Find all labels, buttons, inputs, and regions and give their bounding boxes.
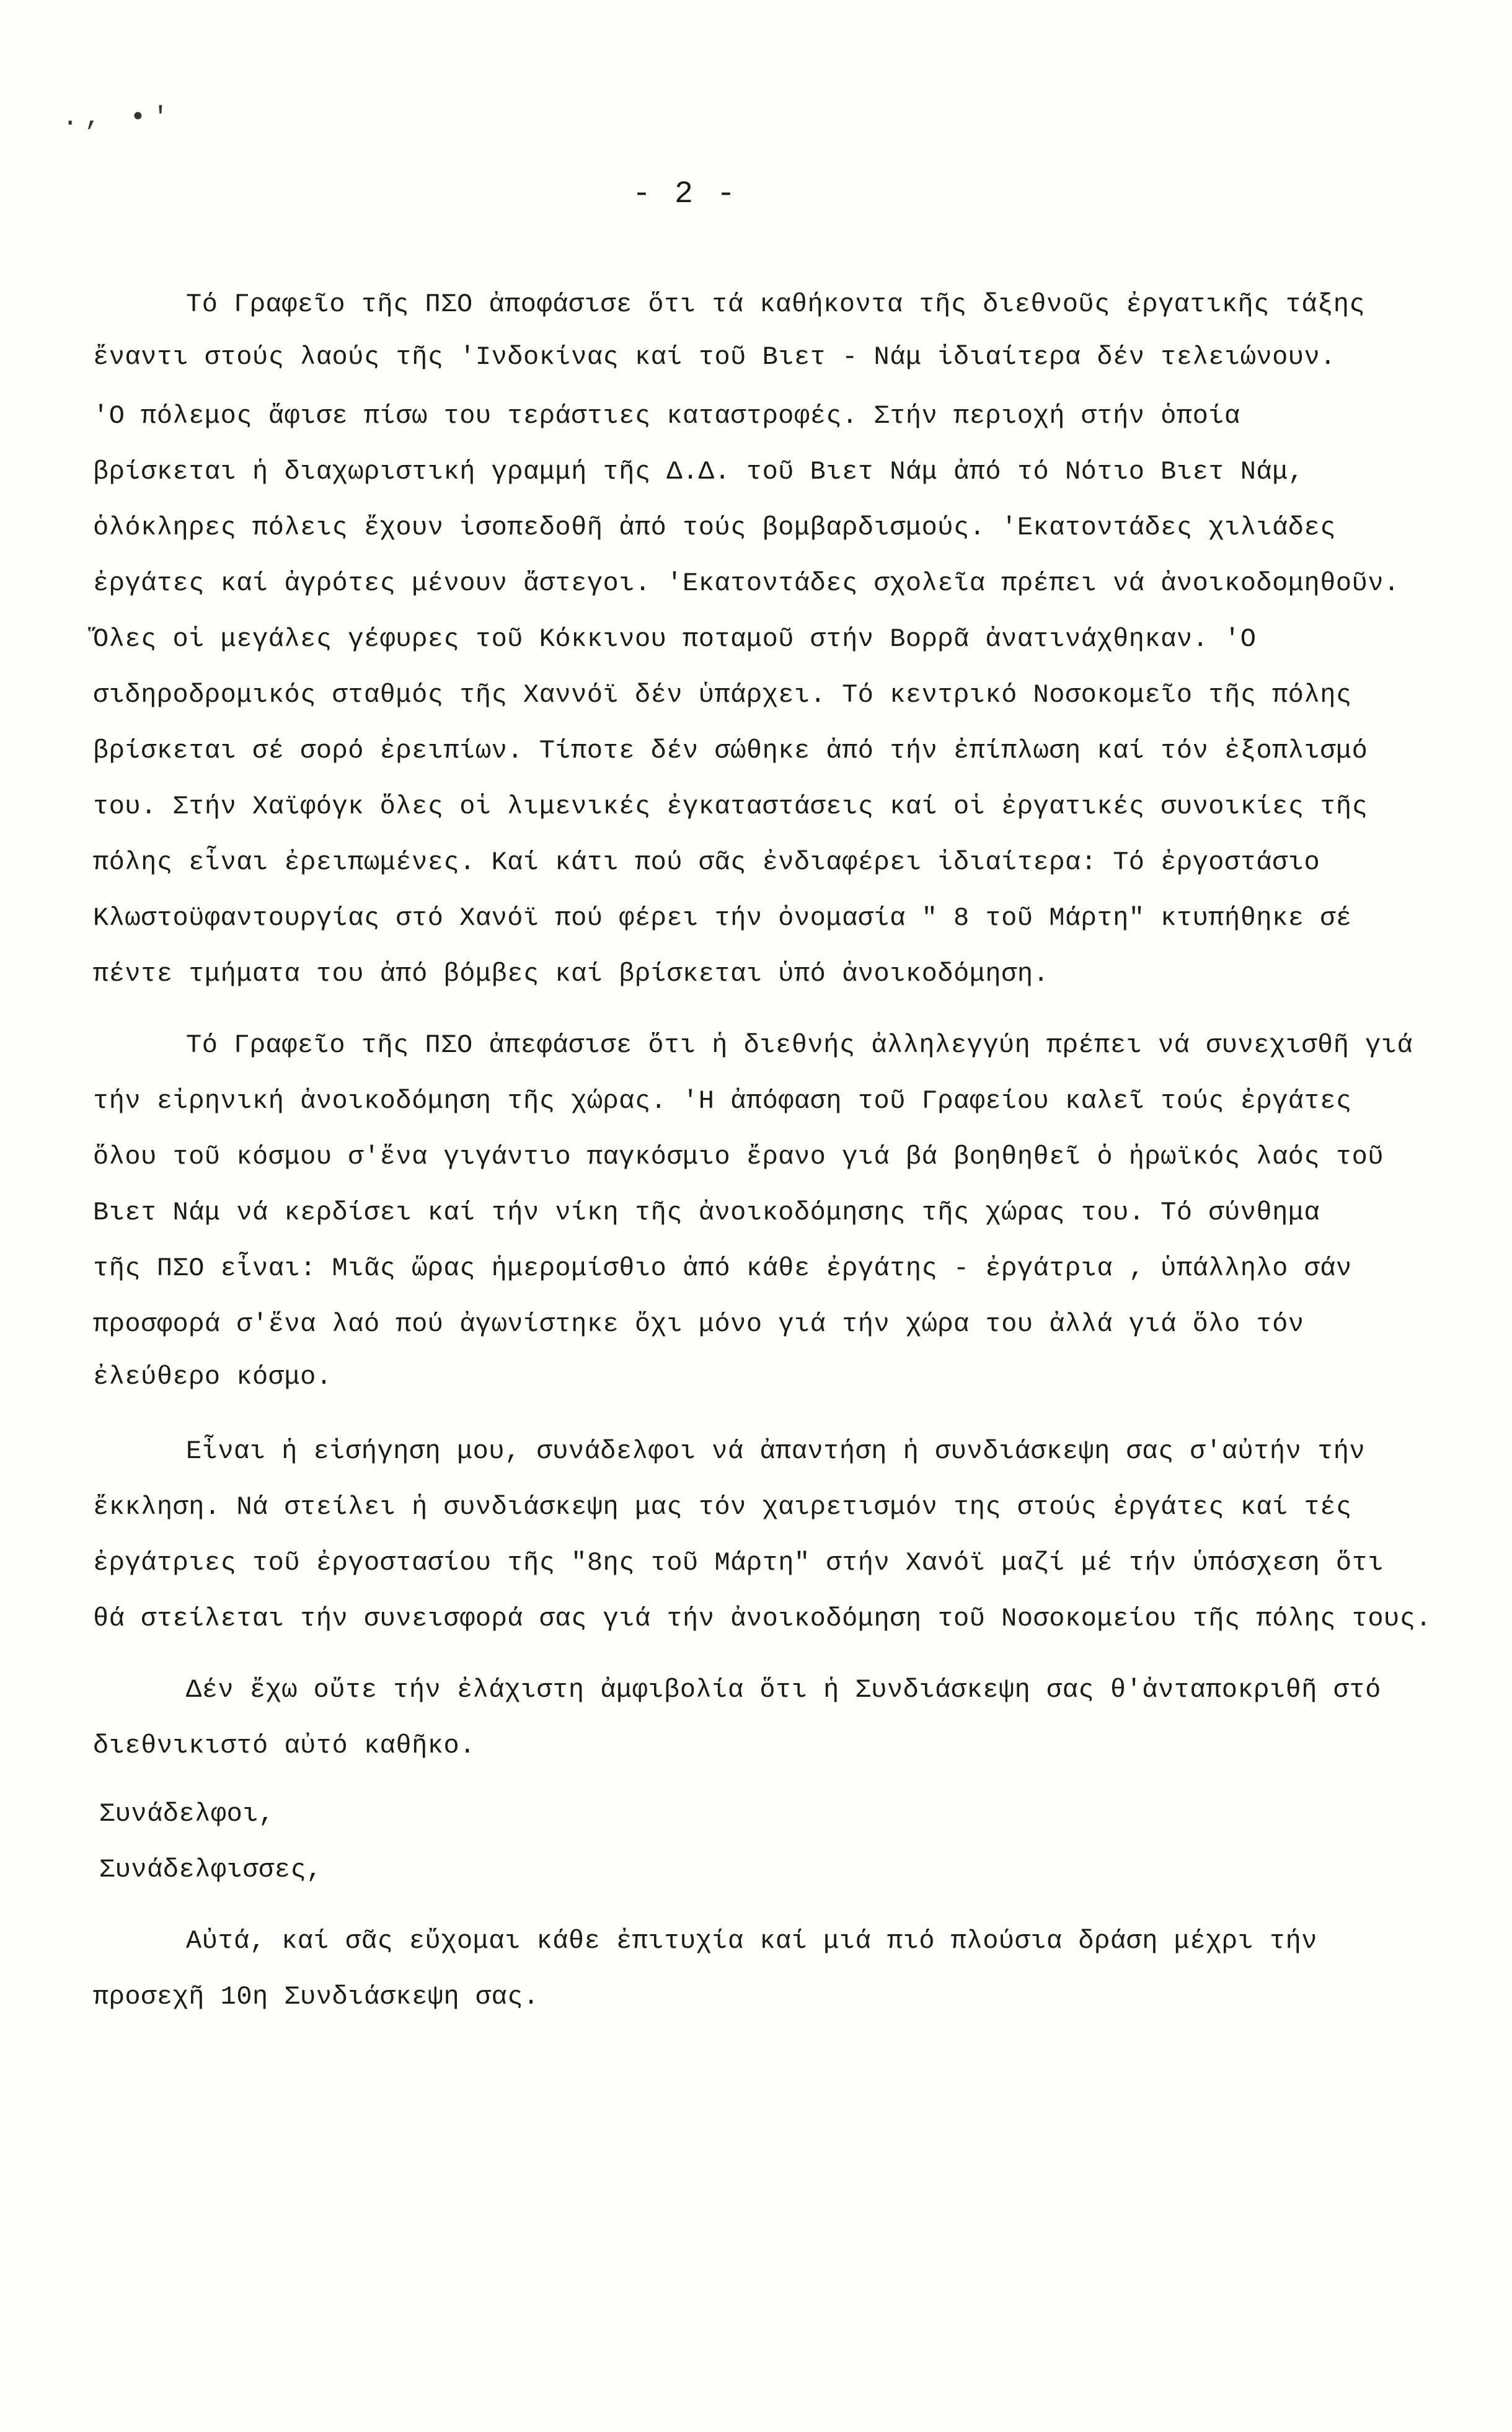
- text-line: Τό Γραφεῖο τῆς ΠΣΟ ἀπεφάσισε ὅτι ἡ διεθνής ἀλληλεγγύη πρέπει νά συνεχισθῆ γιά: [186, 1030, 1413, 1060]
- text-line: ἔναντι στούς λαούς τῆς 'Ινδοκίνας καί τοῦ Βιετ - Νάμ ἰδιαίτερα δέν τελειώνουν.: [93, 342, 1336, 372]
- text-line: ὁλόκληρες πόλεις ἔχουν ἰσοπεδοθῆ ἀπό τούς βομβαρδισμούς. 'Εκατοντάδες χιλιάδες: [93, 513, 1336, 542]
- text-line: βρίσκεται ἡ διαχωριστική γραμμή τῆς Δ.Δ. τοῦ Βιετ Νάμ ἀπό τό Νότιο Βιετ Νάμ,: [93, 457, 1304, 487]
- text-line: Τό Γραφεῖο τῆς ΠΣΟ ἀποφάσισε ὅτι τά καθήκοντα τῆς διεθνοῦς ἐργατικῆς τάξης: [186, 290, 1366, 319]
- text-line: προσεχῆ 10η Συνδιάσκεψη σας.: [93, 1982, 539, 2012]
- text-line: ἐργάτες καί ἀγρότες μένουν ἄστεγοι. 'Εκατοντάδες σχολεῖα πρέπει νά ἀνοικοδομηθοῦν.: [93, 568, 1400, 598]
- text-line: Αὐτά, καί σᾶς εὔχομαι κάθε ἐπιτυχία καί μιά πιό πλούσια δράση μέχρι τήν: [186, 1926, 1317, 1956]
- page-marks: ., •': [62, 102, 175, 133]
- text-line: βρίσκεται σέ σορό ἐρειπίων. Τίποτε δέν σώθηκε ἀπό τήν ἐπίπλωση καί τόν ἐξοπλισμό: [93, 736, 1368, 766]
- text-line: του. Στήν Χαϊφόγκ ὅλες οἱ λιμενικές ἐγκαταστάσεις καί οἱ ἐργατικές συνοικίες τῆς: [93, 792, 1368, 821]
- text-line: πόλης εἶναι ἐρειπωμένες. Καί κάτι πού σᾶς ἐνδιαφέρει ἰδιαίτερα: Τό ἐργοστάσιο: [93, 847, 1320, 877]
- text-line: Εἶναι ἡ εἰσήγηση μου, συνάδελφοι νά ἀπαντήση ἡ συνδιάσκεψη σας σ'αὐτήν τήν: [186, 1436, 1366, 1466]
- salutation-line: Συνάδελφισσες,: [99, 1855, 322, 1885]
- text-line: Βιετ Νάμ νά κερδίσει καί τήν νίκη τῆς ἀνοικοδόμησης τῆς χώρας του. Τό σύνθημα: [93, 1198, 1320, 1227]
- text-line: ἐργάτριες τοῦ ἐργοστασίου τῆς "8ης τοῦ Μάρτη" στήν Χανόϊ μαζί μέ τήν ὑπόσχεση ὅτι: [93, 1548, 1384, 1578]
- page-number: - 2 -: [632, 177, 738, 212]
- text-line: ἐλεύθερο κόσμο.: [93, 1362, 332, 1392]
- text-line: ἔκκληση. Νά στείλει ἡ συνδιάσκεψη μας τόν χαιρετισμόν της στούς ἐργάτες καί τές: [93, 1492, 1352, 1522]
- salutation-line: Συνάδελφοι,: [99, 1799, 275, 1829]
- text-line: 'Ο πόλεμος ἄφισε πίσω του τεράστιες καταστροφές. Στήν περιοχή στήν ὁποία: [93, 401, 1240, 431]
- text-line: τῆς ΠΣΟ εἶναι: Μιᾶς ὥρας ἡμερομίσθιο ἀπό κάθε ἐργάτης - ἐργάτρια , ὑπάλληλο σάν: [93, 1254, 1352, 1283]
- text-line: τήν εἰρηνική ἀνοικοδόμηση τῆς χώρας. 'Η ἀπόφαση τοῦ Γραφείου καλεῖ τούς ἐργάτες: [93, 1086, 1352, 1116]
- text-line: Κλωστοϋφαντουργίας στό Χανόϊ πού φέρει τήν ὀνομασία " 8 τοῦ Μάρτη" κτυπήθηκε σέ: [93, 903, 1352, 933]
- text-line: πέντε τμήματα του ἀπό βόμβες καί βρίσκεται ὑπό ἀνοικοδόμηση.: [93, 959, 1050, 989]
- text-line: θά στείλεται τήν συνεισφορά σας γιά τήν ἀνοικοδόμηση τοῦ Νοσοκομείου τῆς πόλης τους.: [93, 1604, 1432, 1634]
- text-line: σιδηροδρομικός σταθμός τῆς Χαννόϊ δέν ὑπάρχει. Τό κεντρικό Νοσοκομεῖο τῆς πόλης: [93, 680, 1352, 710]
- text-line: Ὅλες οἱ μεγάλες γέφυρες τοῦ Κόκκινου ποταμοῦ στήν Βορρᾶ ἀνατινάχθηκαν. 'Ο: [93, 624, 1257, 654]
- text-line: ὅλου τοῦ κόσμου σ'ἕνα γιγάντιο παγκόσμιο ἔρανο γιά βά βοηθηθεῖ ὁ ἡρωϊκός λαός τοῦ: [93, 1142, 1384, 1172]
- text-line: Δέν ἔχω οὔτε τήν ἐλάχιστη ἀμφιβολία ὅτι ἡ Συνδιάσκεψη σας θ'ἀνταποκριθῆ στό: [186, 1675, 1381, 1705]
- text-line: διεθνικιστό αὐτό καθῆκο.: [93, 1731, 475, 1761]
- text-line: προσφορά σ'ἕνα λαό πού ἀγωνίστηκε ὄχι μόνο γιά τήν χώρα του ἀλλά γιά ὅλο τόν: [93, 1309, 1304, 1339]
